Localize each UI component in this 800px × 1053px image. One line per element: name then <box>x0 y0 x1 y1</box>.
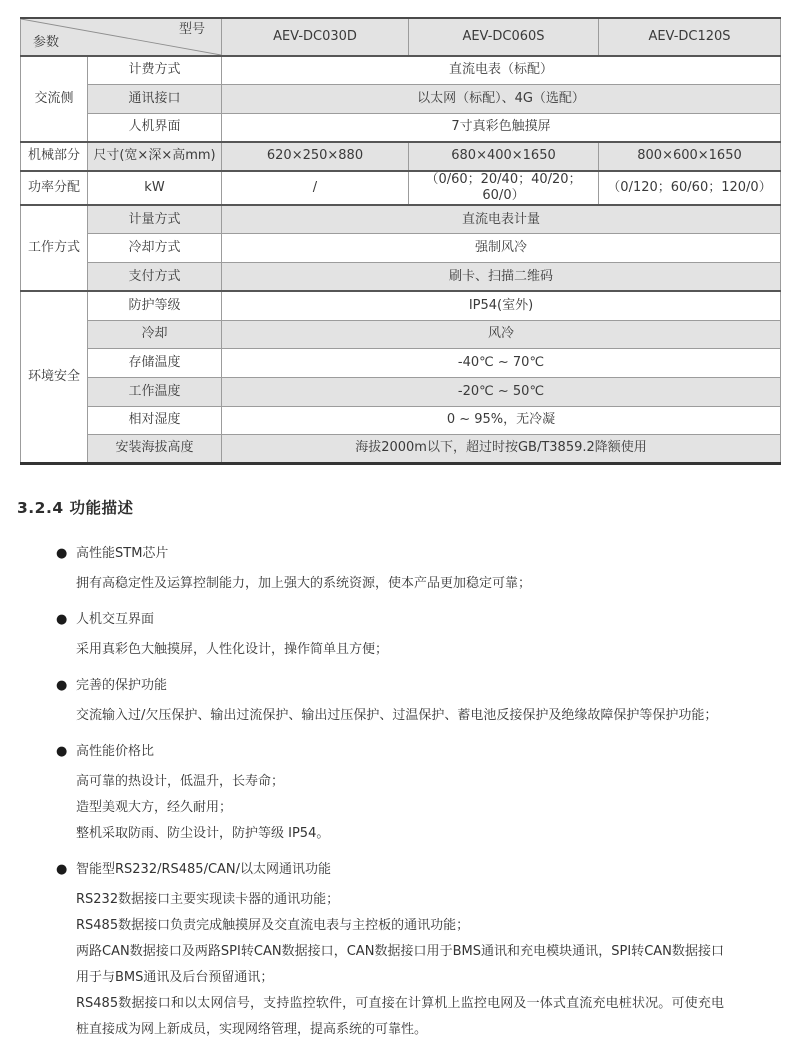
feature-item <box>56 607 728 663</box>
param-label-cell: 存储温度 <box>88 349 222 378</box>
param-label-cell: 冷却 <box>88 320 222 349</box>
spec-row <box>21 435 781 464</box>
feature-list <box>56 541 728 1053</box>
feature-item <box>56 857 728 1043</box>
spec-row <box>21 349 781 378</box>
spec-value-cell-merged: -40℃ ~ 70℃ <box>222 349 781 378</box>
param-label-cell: 安装海拔高度 <box>88 435 222 464</box>
spec-row <box>21 205 781 234</box>
feature-line: 拥有高稳定性及运算控制能力，加上强大的系统资源，使本产品更加稳定可靠； <box>76 576 532 591</box>
param-label-cell: 冷却方式 <box>88 234 222 263</box>
feature-body <box>76 637 724 663</box>
spec-row <box>21 171 781 206</box>
corner-label-model: 型号 <box>178 22 205 37</box>
spec-value-cell-merged: IP54(室外) <box>222 291 781 320</box>
spec-row <box>21 85 781 114</box>
bullet-icon: ● <box>56 546 68 561</box>
feature-line: RS485数据接口负责完成触摸屏及交直流电表与主控板的通讯功能； <box>76 918 470 933</box>
spec-table-body <box>21 56 781 463</box>
spec-row <box>21 234 781 263</box>
spec-header-row <box>21 18 781 56</box>
spec-value-cell-merged: 以太网（标配）、4G（选配） <box>222 85 781 114</box>
param-label-cell: 尺寸(宽×深×高mm) <box>88 142 222 171</box>
spec-value-cell: / <box>222 171 409 206</box>
spec-table-container <box>20 17 780 465</box>
spec-row <box>21 142 781 171</box>
feature-item <box>56 673 728 729</box>
spec-row <box>21 263 781 292</box>
feature-title <box>56 673 728 699</box>
param-label-cell: 工作温度 <box>88 377 222 406</box>
corner-label-param: 参数 <box>33 34 60 50</box>
feature-title <box>56 607 728 633</box>
spec-value-cell-merged: 直流电表（标配） <box>222 56 781 85</box>
feature-line: RS485数据接口和以太网信号，支持监控软件，可直接在计算机上监控电网及一体式直流充电桩状况。可使充电桩直接成为网上新成员，实现网络管理，提高系统的可靠性。 <box>76 996 724 1037</box>
param-label-cell: 支付方式 <box>88 263 222 292</box>
spec-row <box>21 113 781 142</box>
spec-value-cell: 800×600×1650 <box>599 142 781 171</box>
spec-value-cell-merged: 海拔2000m以下，超过时按GB/T3859.2降额使用 <box>222 435 781 464</box>
feature-title-text: 智能型RS232/RS485/CAN/以太网通讯功能 <box>76 862 332 877</box>
spec-value-cell-merged: 风冷 <box>222 320 781 349</box>
group-cell: 机械部分 <box>21 142 88 171</box>
spec-value-cell: （0/120；60/60；120/0） <box>599 171 781 206</box>
spec-value-cell: 620×250×880 <box>222 142 409 171</box>
feature-item <box>56 739 728 847</box>
bullet-icon: ● <box>56 678 68 693</box>
spec-value-cell-merged: 强制风冷 <box>222 234 781 263</box>
spec-row <box>21 406 781 435</box>
feature-title <box>56 857 728 883</box>
feature-line: 交流输入过/欠压保护、输出过流保护、输出过压保护、过温保护、蓄电池反接保护及绝缘故障保护等保护功能； <box>76 708 718 723</box>
param-label-cell: 相对湿度 <box>88 406 222 435</box>
group-cell: 功率分配 <box>21 171 88 206</box>
spec-value-cell-merged: 7寸真彩色触摸屏 <box>222 113 781 142</box>
feature-line: 整机采取防雨、防尘设计，防护等级 IP54。 <box>76 826 330 841</box>
bullet-icon: ● <box>56 612 68 627</box>
spec-value-cell-merged: 直流电表计量 <box>222 205 781 234</box>
group-cell: 交流侧 <box>21 56 88 142</box>
feature-body <box>76 769 724 847</box>
feature-item <box>56 541 728 597</box>
feature-body <box>76 571 724 597</box>
param-label-cell: 计费方式 <box>88 56 222 85</box>
spec-value-cell: （0/60；20/40；40/20；60/0） <box>409 171 599 206</box>
feature-line: 造型美观大方，经久耐用； <box>76 800 233 815</box>
feature-line: 两路CAN数据接口及两路SPI转CAN数据接口，CAN数据接口用于BMS通讯和充电模块通讯，SPI转CAN数据接口用于与BMS通讯及后台预留通讯； <box>76 944 724 985</box>
spec-row <box>21 320 781 349</box>
spec-value-cell: 680×400×1650 <box>409 142 599 171</box>
spec-table <box>20 17 781 465</box>
spec-row <box>21 291 781 320</box>
spec-row <box>21 56 781 85</box>
model-header: AEV-DC120S <box>599 18 781 56</box>
model-header: AEV-DC030D <box>222 18 409 56</box>
model-header: AEV-DC060S <box>409 18 599 56</box>
feature-title-text: 完善的保护功能 <box>76 678 168 693</box>
feature-title-text: 人机交互界面 <box>76 612 155 627</box>
spec-value-cell-merged: 0 ~ 95%，无冷凝 <box>222 406 781 435</box>
feature-line: 采用真彩色大触摸屏，人性化设计，操作简单且方便； <box>76 642 389 657</box>
feature-title-text: 高性能STM芯片 <box>76 546 169 561</box>
corner-cell <box>21 18 222 56</box>
bullet-icon: ● <box>56 862 68 877</box>
param-label-cell: 计量方式 <box>88 205 222 234</box>
feature-line: 高可靠的热设计，低温升，长寿命； <box>76 774 285 789</box>
param-label-cell: 防护等级 <box>88 291 222 320</box>
feature-title <box>56 541 728 567</box>
section-heading: 3.2.4 功能描述 <box>17 499 134 517</box>
param-label-cell: kW <box>88 171 222 206</box>
group-cell: 工作方式 <box>21 205 88 291</box>
feature-line: RS232数据接口主要实现读卡器的通讯功能； <box>76 892 340 907</box>
spec-value-cell-merged: 刷卡、扫描二维码 <box>222 263 781 292</box>
bullet-icon: ● <box>56 744 68 759</box>
feature-title <box>56 739 728 765</box>
spec-row <box>21 377 781 406</box>
spec-value-cell-merged: -20℃ ~ 50℃ <box>222 377 781 406</box>
feature-title-text: 高性能价格比 <box>76 744 155 759</box>
group-cell: 环境安全 <box>21 291 88 463</box>
feature-body <box>76 887 724 1043</box>
param-label-cell: 通讯接口 <box>88 85 222 114</box>
feature-body <box>76 703 724 729</box>
param-label-cell: 人机界面 <box>88 113 222 142</box>
